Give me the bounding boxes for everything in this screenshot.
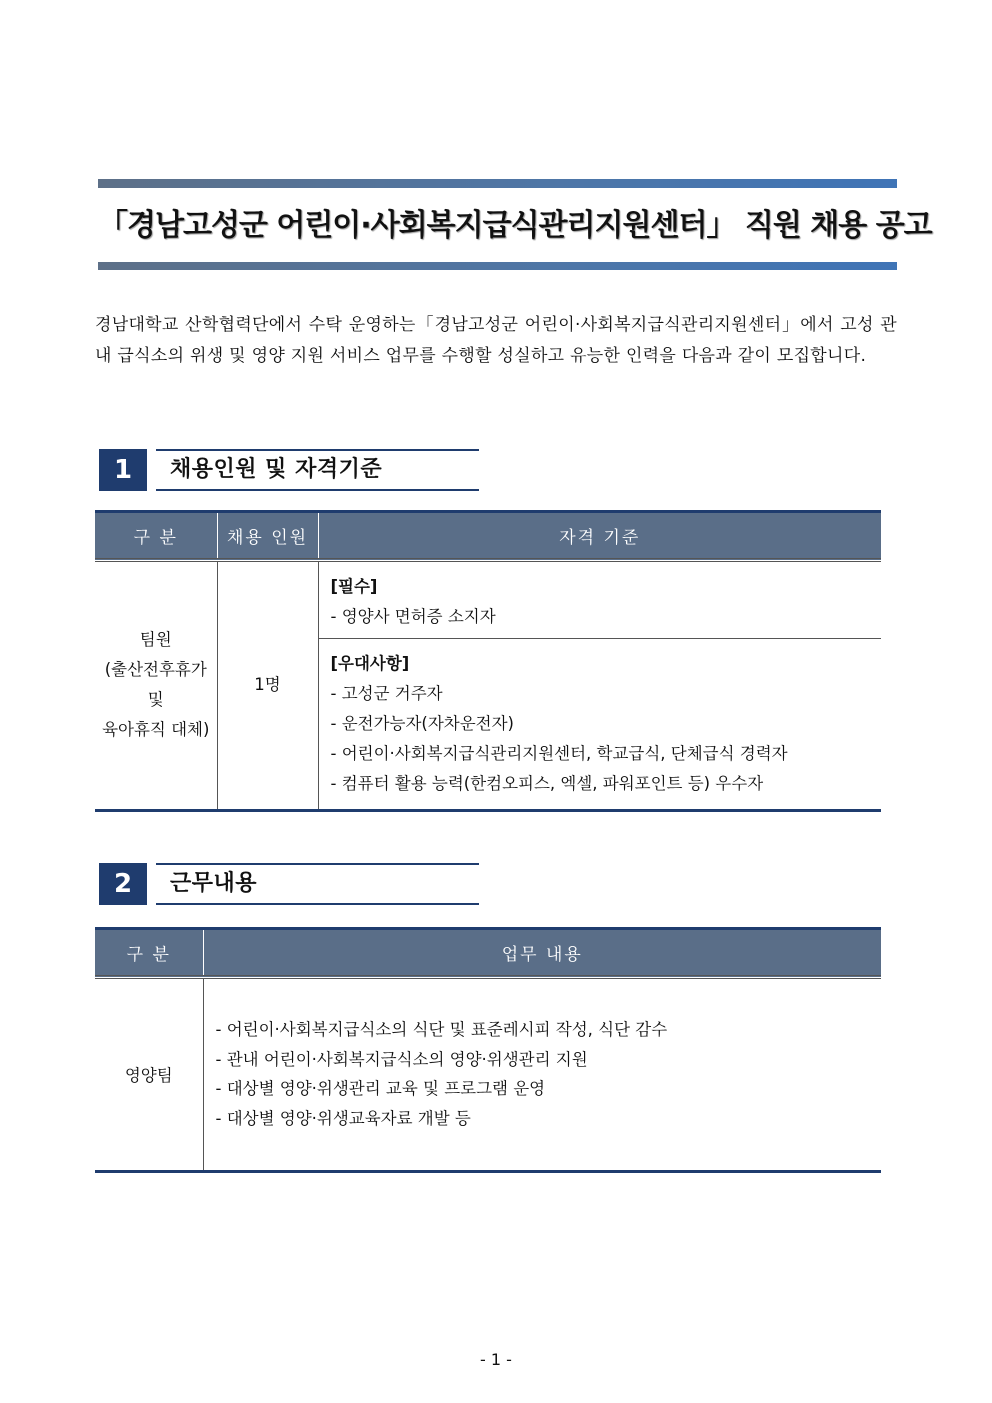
count-cell: 1명 — [217, 560, 318, 811]
list-item: - 관내 어린이·사회복지급식소의 영양·위생관리 지원 — [215, 1049, 588, 1069]
intro-paragraph: 경남대학교 산학협력단에서 수탁 운영하는「경남고성군 어린이·사회복지급식관리지원센터」에서 고성 관내 급식소의 위생 및 영양 지원 서비스 업무를 수행할 성실하고 유능한 인력을 다음과 같이 모집합니다. — [95, 315, 897, 366]
list-item: - 고성군 거주자 — [330, 684, 443, 703]
header-category: 구 분 — [95, 512, 217, 560]
section-2-number: 2 — [99, 863, 147, 905]
header-qualification: 자격 기준 — [318, 512, 881, 560]
list-item: - 어린이·사회복지급식소의 식단 및 표준레시피 작성, 식단 감수 — [215, 1020, 668, 1040]
list-item: - 어린이·사회복지급식관리지원센터, 학교급식, 단체급식 경력자 — [330, 744, 788, 763]
document-title: 「경남고성군 어린이·사회복지급식관리지원센터」 직원 채용 공고 — [98, 208, 932, 243]
qualification-table — [95, 510, 881, 812]
preferred-title: [우대사항] — [330, 654, 410, 673]
title-bottom-rule — [98, 262, 897, 270]
preferred-cell — [318, 639, 881, 811]
duties-table — [95, 927, 881, 1173]
header-category: 구 분 — [95, 929, 203, 977]
required-cell — [318, 560, 881, 639]
section-1-number: 1 — [99, 449, 147, 491]
required-title: [필수] — [330, 576, 378, 596]
duties-cell — [203, 977, 881, 1172]
list-item: - 운전가능자(자차운전자) — [330, 714, 514, 733]
header-count: 채용 인원 — [217, 512, 318, 560]
title-top-rule — [98, 179, 897, 188]
list-item: - 대상별 영양·위생관리 교육 및 프로그램 운영 — [215, 1079, 546, 1099]
list-item: - 대상별 영양·위생교육자료 개발 등 — [215, 1108, 471, 1128]
section-2-title: 근무내용 — [156, 863, 479, 905]
team-cell: 영양팀 — [95, 977, 203, 1172]
header-duties: 업무 내용 — [203, 929, 881, 977]
page-number: - 1 - — [480, 1350, 512, 1369]
category-cell: 팀원 (출산전후휴가 및 육아휴직 대체) — [95, 560, 217, 811]
list-item: - 컴퓨터 활용 능력(한컴오피스, 엑셀, 파워포인트 등) 우수자 — [330, 774, 764, 793]
list-item: - 영양사 면허증 소지자 — [330, 606, 496, 626]
section-1-title: 채용인원 및 자격기준 — [156, 449, 479, 491]
